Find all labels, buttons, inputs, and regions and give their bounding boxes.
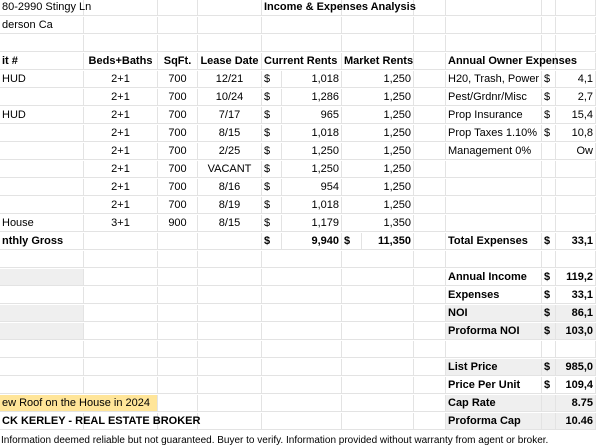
grid-cell[interactable] (342, 17, 414, 34)
unit-lease-date[interactable]: VACANT (198, 161, 262, 178)
currency-symbol[interactable]: $ (262, 161, 282, 178)
grid-cell[interactable] (556, 0, 596, 16)
grid-cell[interactable] (262, 323, 342, 340)
unit-sqft[interactable]: 700 (158, 179, 198, 196)
unit-name[interactable] (0, 197, 84, 214)
grid-cell[interactable] (158, 35, 198, 52)
grid-cell[interactable] (198, 35, 262, 52)
monthly-gross-label[interactable]: nthly Gross (0, 233, 158, 250)
pricing-label[interactable]: Cap Rate (446, 395, 542, 412)
currency-symbol[interactable]: $ (262, 71, 282, 88)
header-beds-baths[interactable]: Beds+Baths (84, 53, 158, 70)
unit-beds-baths[interactable]: 2+1 (84, 89, 158, 106)
pricing-label[interactable]: List Price (446, 359, 542, 376)
grid-cell[interactable] (158, 233, 198, 250)
unit-sqft[interactable]: 700 (158, 125, 198, 142)
grid-cell[interactable] (158, 377, 198, 394)
unit-market-rent[interactable]: 1,250 (342, 125, 414, 142)
gray-block[interactable] (0, 269, 84, 286)
grid-cell[interactable] (342, 359, 414, 376)
currency-symbol[interactable]: $ (262, 143, 282, 160)
monthly-gross-current[interactable]: 9,940 (282, 233, 342, 250)
grid-cell[interactable] (262, 413, 342, 430)
city-cell[interactable]: derson Ca (0, 17, 158, 34)
unit-current-rent[interactable]: 1,018 (282, 125, 342, 142)
grid-cell[interactable] (556, 17, 596, 34)
total-expenses-dollar[interactable]: $ (542, 233, 556, 250)
unit-name[interactable]: HUD (0, 107, 84, 124)
grid-cell[interactable] (158, 341, 198, 358)
grid-cell[interactable] (84, 377, 158, 394)
grid-cell[interactable] (262, 35, 342, 52)
unit-name[interactable] (0, 179, 84, 196)
grid-cell[interactable] (414, 215, 446, 232)
grid-cell[interactable] (446, 35, 542, 52)
grid-cell[interactable] (446, 341, 542, 358)
grid-cell[interactable] (198, 269, 262, 286)
expense-label[interactable]: Pest/Grdnr/Misc (446, 89, 542, 106)
pricing-dollar[interactable] (542, 395, 556, 412)
unit-sqft[interactable]: 700 (158, 107, 198, 124)
expense-dollar[interactable]: $ (542, 89, 556, 106)
grid-cell[interactable] (342, 413, 414, 430)
disclaimer-text: Information deemed reliable but not guaranteed. Buyer to verify. Information provided without warranty from agent or broker. (1, 435, 549, 446)
unit-name[interactable]: House (0, 215, 84, 232)
grid-cell[interactable] (198, 323, 262, 340)
grid-cell[interactable] (542, 197, 556, 214)
grid-cell[interactable] (0, 359, 84, 376)
grid-cell[interactable] (414, 305, 446, 322)
grid-cell[interactable] (84, 269, 158, 286)
expense-dollar[interactable] (542, 143, 556, 160)
grid-cell[interactable] (262, 269, 342, 286)
unit-sqft[interactable]: 900 (158, 215, 198, 232)
summary-label[interactable]: Proforma NOI (446, 323, 542, 340)
expense-dollar[interactable]: $ (542, 71, 556, 88)
expense-dollar[interactable]: $ (542, 107, 556, 124)
grid-cell[interactable] (414, 53, 446, 70)
grid-cell[interactable] (414, 359, 446, 376)
broker-name[interactable]: CK KERLEY - REAL ESTATE BROKER (0, 413, 262, 430)
pricing-value[interactable]: 985,0 (556, 359, 596, 376)
total-expenses-label[interactable]: Total Expenses (446, 233, 542, 250)
grid-cell[interactable] (158, 323, 198, 340)
grid-cell[interactable] (84, 251, 158, 268)
grid-cell[interactable] (262, 377, 342, 394)
expense-value[interactable]: Ow (556, 143, 596, 160)
grid-cell[interactable] (198, 377, 262, 394)
header-sqft[interactable]: SqFt. (158, 53, 198, 70)
grid-cell[interactable] (542, 251, 556, 268)
grid-cell[interactable] (262, 341, 342, 358)
unit-lease-date[interactable]: 12/21 (198, 71, 262, 88)
grid-cell[interactable] (342, 251, 414, 268)
grid-cell[interactable] (556, 161, 596, 178)
summary-dollar[interactable]: $ (542, 287, 556, 304)
grid-cell[interactable] (342, 377, 414, 394)
grid-cell[interactable] (556, 197, 596, 214)
pricing-value[interactable]: 8.75 (556, 395, 596, 412)
grid-cell[interactable] (158, 395, 198, 412)
total-expenses-value[interactable]: 33,1 (556, 233, 596, 250)
pricing-dollar[interactable] (542, 413, 556, 430)
expense-value[interactable]: 15,4 (556, 107, 596, 124)
unit-market-rent[interactable]: 1,350 (342, 215, 414, 232)
unit-current-rent[interactable]: 965 (282, 107, 342, 124)
grid-cell[interactable] (542, 17, 556, 34)
grid-cell[interactable] (446, 17, 542, 34)
grid-cell[interactable] (556, 341, 596, 358)
grid-cell[interactable] (198, 341, 262, 358)
unit-lease-date[interactable]: 8/16 (198, 179, 262, 196)
header-lease-date[interactable]: Lease Date (198, 53, 262, 70)
unit-name[interactable] (0, 143, 84, 160)
pricing-label[interactable]: Proforma Cap (446, 413, 542, 430)
unit-market-rent[interactable]: 1,250 (342, 107, 414, 124)
sheet-title[interactable]: Income & Expenses Analysis (262, 0, 446, 16)
header-unit[interactable]: it # (0, 53, 84, 70)
summary-label[interactable]: Annual Income (446, 269, 542, 286)
unit-beds-baths[interactable]: 2+1 (84, 71, 158, 88)
expense-value[interactable]: 2,7 (556, 89, 596, 106)
unit-name[interactable] (0, 161, 84, 178)
grid-cell[interactable] (262, 17, 342, 34)
currency-symbol[interactable]: $ (262, 179, 282, 196)
unit-lease-date[interactable]: 7/17 (198, 107, 262, 124)
unit-market-rent[interactable]: 1,250 (342, 71, 414, 88)
grid-cell[interactable] (198, 287, 262, 304)
unit-name[interactable]: HUD (0, 71, 84, 88)
unit-current-rent[interactable]: 954 (282, 179, 342, 196)
grid-cell[interactable] (414, 125, 446, 142)
pricing-value[interactable]: 109,4 (556, 377, 596, 394)
grid-cell[interactable] (414, 287, 446, 304)
pricing-value[interactable]: 10.46 (556, 413, 596, 430)
unit-sqft[interactable]: 700 (158, 89, 198, 106)
expense-value[interactable]: 10,8 (556, 125, 596, 142)
grid-cell[interactable] (198, 251, 262, 268)
unit-name[interactable] (0, 125, 84, 142)
grid-cell[interactable] (446, 215, 542, 232)
grid-cell[interactable] (414, 197, 446, 214)
grid-cell[interactable] (414, 107, 446, 124)
unit-lease-date[interactable]: 8/15 (198, 215, 262, 232)
grid-cell[interactable] (158, 17, 198, 34)
grid-cell[interactable] (158, 359, 198, 376)
gray-block[interactable] (0, 323, 84, 340)
expense-dollar[interactable]: $ (542, 125, 556, 142)
grid-cell[interactable] (446, 161, 542, 178)
currency-symbol[interactable]: $ (262, 107, 282, 124)
unit-market-rent[interactable]: 1,250 (342, 89, 414, 106)
grid-cell[interactable] (556, 179, 596, 196)
grid-cell[interactable] (414, 71, 446, 88)
grid-cell[interactable] (198, 395, 262, 412)
grid-cell[interactable] (542, 215, 556, 232)
grid-cell[interactable] (446, 179, 542, 196)
monthly-gross-market[interactable]: 11,350 (362, 233, 414, 250)
grid-cell[interactable] (542, 35, 556, 52)
unit-market-rent[interactable]: 1,250 (342, 143, 414, 160)
grid-cell[interactable] (414, 89, 446, 106)
grid-cell[interactable] (542, 179, 556, 196)
grid-cell[interactable] (0, 35, 84, 52)
unit-beds-baths[interactable]: 2+1 (84, 125, 158, 142)
unit-sqft[interactable]: 700 (158, 161, 198, 178)
roof-note[interactable]: ew Roof on the House in 2024 (0, 395, 158, 412)
unit-market-rent[interactable]: 1,250 (342, 179, 414, 196)
expense-value[interactable]: 4,1 (556, 71, 596, 88)
unit-lease-date[interactable]: 8/19 (198, 197, 262, 214)
grid-cell[interactable] (342, 287, 414, 304)
expenses-title[interactable]: Annual Owner Expenses (446, 53, 596, 70)
grid-cell[interactable] (158, 287, 198, 304)
grid-cell[interactable] (0, 377, 84, 394)
summary-label[interactable]: Expenses (446, 287, 542, 304)
grid-cell[interactable] (414, 179, 446, 196)
header-market-rents[interactable]: Market Rents (342, 53, 414, 70)
grid-cell[interactable] (342, 305, 414, 322)
unit-lease-date[interactable]: 8/15 (198, 125, 262, 142)
summary-value[interactable]: 103,0 (556, 323, 596, 340)
unit-current-rent[interactable]: 1,250 (282, 161, 342, 178)
header-current-rents[interactable]: Current Rents (262, 53, 342, 70)
unit-market-rent[interactable]: 1,250 (342, 197, 414, 214)
grid-cell[interactable] (414, 269, 446, 286)
grid-cell[interactable] (262, 395, 342, 412)
currency-symbol[interactable]: $ (262, 233, 282, 250)
grid-cell[interactable] (414, 377, 446, 394)
grid-cell[interactable] (342, 35, 414, 52)
pricing-label[interactable]: Price Per Unit (446, 377, 542, 394)
currency-symbol[interactable]: $ (262, 125, 282, 142)
summary-dollar[interactable]: $ (542, 323, 556, 340)
grid-cell[interactable] (414, 395, 446, 412)
gray-block[interactable] (0, 305, 84, 322)
grid-cell[interactable] (556, 215, 596, 232)
unit-lease-date[interactable]: 2/25 (198, 143, 262, 160)
grid-cell[interactable] (414, 35, 446, 52)
grid-cell[interactable] (414, 161, 446, 178)
grid-cell[interactable] (198, 0, 262, 16)
grid-cell[interactable] (158, 251, 198, 268)
grid-cell[interactable] (0, 341, 84, 358)
expense-label[interactable]: Management 0% (446, 143, 542, 160)
grid-cell[interactable] (556, 35, 596, 52)
expense-label[interactable]: Prop Insurance (446, 107, 542, 124)
currency-symbol[interactable]: $ (342, 233, 362, 250)
unit-beds-baths[interactable]: 2+1 (84, 161, 158, 178)
grid-cell[interactable] (0, 287, 84, 304)
summary-value[interactable]: 86,1 (556, 305, 596, 322)
summary-label[interactable]: NOI (446, 305, 542, 322)
grid-cell[interactable] (198, 359, 262, 376)
unit-beds-baths[interactable]: 2+1 (84, 179, 158, 196)
grid-cell[interactable] (198, 17, 262, 34)
grid-cell[interactable] (414, 17, 446, 34)
pricing-dollar[interactable]: $ (542, 359, 556, 376)
grid-cell[interactable] (198, 233, 262, 250)
unit-beds-baths[interactable]: 3+1 (84, 215, 158, 232)
unit-current-rent[interactable]: 1,018 (282, 71, 342, 88)
pricing-dollar[interactable]: $ (542, 377, 556, 394)
grid-cell[interactable] (158, 269, 198, 286)
summary-dollar[interactable]: $ (542, 305, 556, 322)
grid-cell[interactable] (414, 413, 446, 430)
grid-cell[interactable] (262, 251, 342, 268)
grid-cell[interactable] (84, 35, 158, 52)
grid-cell[interactable] (556, 251, 596, 268)
grid-cell[interactable] (342, 395, 414, 412)
unit-current-rent[interactable]: 1,179 (282, 215, 342, 232)
grid-cell[interactable] (262, 287, 342, 304)
grid-cell[interactable] (542, 0, 556, 16)
grid-cell[interactable] (414, 143, 446, 160)
grid-cell[interactable] (342, 323, 414, 340)
unit-current-rent[interactable]: 1,286 (282, 89, 342, 106)
summary-dollar[interactable]: $ (542, 269, 556, 286)
summary-value[interactable]: 33,1 (556, 287, 596, 304)
grid-cell[interactable] (542, 341, 556, 358)
grid-cell[interactable] (414, 233, 446, 250)
grid-cell[interactable] (84, 323, 158, 340)
grid-cell[interactable] (414, 323, 446, 340)
unit-beds-baths[interactable]: 2+1 (84, 197, 158, 214)
grid-cell[interactable] (0, 251, 84, 268)
grid-cell[interactable] (542, 161, 556, 178)
grid-cell[interactable] (84, 341, 158, 358)
unit-beds-baths[interactable]: 2+1 (84, 107, 158, 124)
unit-beds-baths[interactable]: 2+1 (84, 143, 158, 160)
currency-symbol[interactable]: $ (262, 215, 282, 232)
grid-cell[interactable] (446, 197, 542, 214)
grid-cell[interactable] (262, 359, 342, 376)
unit-lease-date[interactable]: 10/24 (198, 89, 262, 106)
expense-label[interactable]: Prop Taxes 1.10% (446, 125, 542, 142)
grid-cell[interactable] (414, 341, 446, 358)
unit-name[interactable] (0, 89, 84, 106)
expense-label[interactable]: H20, Trash, Power (446, 71, 542, 88)
grid-cell[interactable] (446, 0, 542, 16)
grid-cell[interactable] (446, 251, 542, 268)
grid-cell[interactable] (84, 359, 158, 376)
address-cell[interactable]: 80-2990 Stingy Ln (0, 0, 198, 16)
unit-current-rent[interactable]: 1,018 (282, 197, 342, 214)
unit-sqft[interactable]: 700 (158, 71, 198, 88)
grid-cell[interactable] (198, 305, 262, 322)
currency-symbol[interactable]: $ (262, 89, 282, 106)
grid-cell[interactable] (342, 269, 414, 286)
unit-market-rent[interactable]: 1,250 (342, 161, 414, 178)
grid-cell[interactable] (158, 305, 198, 322)
unit-sqft[interactable]: 700 (158, 197, 198, 214)
unit-sqft[interactable]: 700 (158, 143, 198, 160)
grid-cell[interactable] (342, 341, 414, 358)
grid-cell[interactable] (262, 305, 342, 322)
unit-current-rent[interactable]: 1,250 (282, 143, 342, 160)
grid-cell[interactable] (84, 287, 158, 304)
grid-cell[interactable] (414, 251, 446, 268)
grid-cell[interactable] (84, 305, 158, 322)
currency-symbol[interactable]: $ (262, 197, 282, 214)
summary-value[interactable]: 119,2 (556, 269, 596, 286)
